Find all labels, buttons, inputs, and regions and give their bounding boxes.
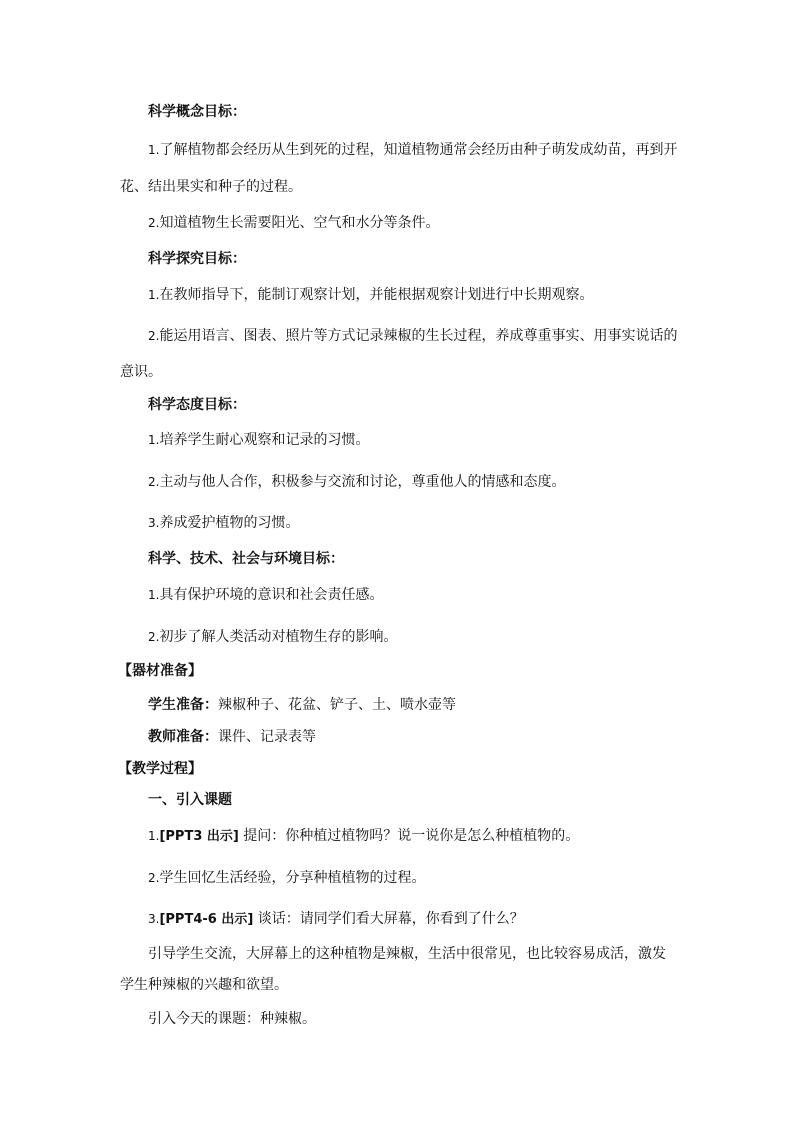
process-step-3 bbox=[148, 909, 524, 930]
student-prep-label: 学生准备： bbox=[148, 697, 218, 713]
stse-item-1 bbox=[148, 585, 383, 605]
inquiry-item-2-cont: 意识。 bbox=[120, 364, 162, 380]
item-text: 学生回忆生活经验，分享种植植物的过程。 bbox=[159, 870, 426, 886]
teacher-prep-text: 课件、记录表等 bbox=[218, 729, 316, 745]
inquiry-item-1 bbox=[148, 285, 593, 305]
item-text: 培养学生耐心观察和记录的习惯。 bbox=[159, 432, 370, 448]
concept-heading: 科学概念目标： bbox=[148, 104, 246, 120]
item-text: 谈话：请同学们看大屏幕，你看到了什么？ bbox=[257, 911, 524, 927]
item-number: 2. bbox=[148, 871, 160, 885]
inquiry-heading: 科学探究目标： bbox=[148, 251, 246, 267]
item-text: 在教师指导下，能制订观察计划，并能根据观察计划进行中长期观察。 bbox=[159, 287, 594, 303]
item-text: 知道植物生长需要阳光、空气和水分等条件。 bbox=[159, 215, 440, 231]
student-prep bbox=[148, 695, 456, 715]
topic-line: 引入今天的课题：种辣椒。 bbox=[148, 1011, 316, 1027]
process-step-2 bbox=[148, 868, 425, 888]
item-text: 初步了解人类活动对植物生存的影响。 bbox=[159, 629, 398, 645]
item-text: 提问：你种植过植物吗？说一说你是怎么种植植物的。 bbox=[243, 828, 580, 844]
ppt-tag: [PPT4-6 出示] bbox=[159, 912, 254, 927]
attitude-item-3 bbox=[148, 513, 299, 533]
attitude-heading: 科学态度目标： bbox=[148, 397, 246, 413]
stse-heading: 科学、技术、社会与环境目标： bbox=[148, 551, 344, 567]
student-prep-text: 辣椒种子、花盆、铲子、土、喷水壶等 bbox=[218, 697, 456, 713]
teacher-prep-label: 教师准备： bbox=[148, 729, 218, 745]
concept-item-1 bbox=[148, 140, 677, 160]
item-number: 1. bbox=[148, 588, 160, 602]
attitude-item-1 bbox=[148, 430, 369, 450]
item-number: 2. bbox=[148, 216, 160, 230]
materials-heading: 【器材准备】 bbox=[118, 663, 202, 679]
item-number: 3. bbox=[148, 516, 160, 530]
intro-heading: 一、引入课题 bbox=[148, 792, 232, 808]
concept-item-1-cont: 花、结出果实和种子的过程。 bbox=[120, 179, 302, 195]
item-number: 3. bbox=[148, 912, 160, 926]
guide-paragraph: 引导学生交流，大屏幕上的这种植物是辣椒，生活中很常见，也比较容易成活，激发 bbox=[148, 946, 666, 962]
item-number: 1. bbox=[148, 143, 160, 157]
item-text: 了解植物都会经历从生到死的过程，知道植物通常会经历由种子萌发成幼苗，再到开 bbox=[159, 142, 678, 158]
concept-item-2 bbox=[148, 213, 439, 233]
item-text: 能运用语言、图表、照片等方式记录辣椒的生长过程，养成尊重事实、用事实说话的 bbox=[159, 328, 678, 344]
item-number: 2. bbox=[148, 329, 160, 343]
teacher-prep bbox=[148, 727, 316, 747]
item-number: 1. bbox=[148, 829, 160, 843]
stse-item-2 bbox=[148, 627, 397, 647]
guide-paragraph-cont: 学生种辣椒的兴趣和欲望。 bbox=[120, 977, 288, 993]
item-number: 2. bbox=[148, 630, 160, 644]
item-text: 养成爱护植物的习惯。 bbox=[159, 515, 300, 531]
process-step-1 bbox=[148, 826, 579, 847]
attitude-item-2 bbox=[148, 472, 565, 492]
process-heading: 【教学过程】 bbox=[118, 761, 202, 777]
inquiry-item-2 bbox=[148, 326, 677, 346]
item-text: 主动与他人合作，积极参与交流和讨论，尊重他人的情感和态度。 bbox=[159, 474, 566, 490]
item-text: 具有保护环境的意识和社会责任感。 bbox=[159, 587, 384, 603]
item-number: 1. bbox=[148, 288, 160, 302]
item-number: 1. bbox=[148, 433, 160, 447]
ppt-tag: [PPT3 出示] bbox=[159, 829, 239, 844]
item-number: 2. bbox=[148, 475, 160, 489]
